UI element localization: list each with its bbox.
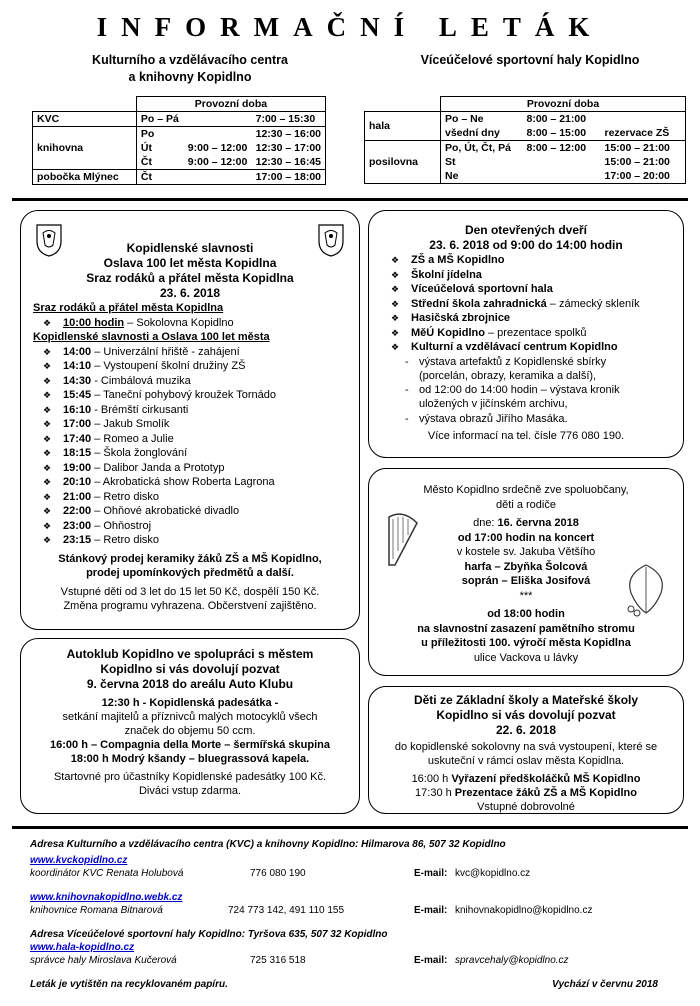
program-item [33, 475, 359, 490]
program-item [33, 359, 359, 374]
open-day-title: Den otevřených dveří [464, 223, 588, 237]
program-text: – Ohňostroj [91, 519, 152, 532]
library-website-link[interactable]: www.knihovnakopidlno.webk.cz [30, 892, 183, 903]
row-day: Čt [136, 155, 183, 170]
program-item [33, 432, 359, 447]
open-day-subitem: uložených v jičínském archivu, [419, 398, 568, 410]
row-t2: 12:30 – 17:00 [252, 141, 326, 155]
open-day-sublist [369, 355, 683, 426]
autoklub-entry: Diváci vstup zdarma. [138, 785, 242, 797]
top-divider [12, 198, 688, 201]
program-time: 14:00 [63, 345, 92, 358]
program-text: – Romeo a Julie [91, 432, 174, 445]
hall-phone: 725 316 518 [250, 955, 306, 966]
program-item [33, 533, 359, 548]
tree-place: ulice Vackova u lávky [473, 651, 579, 664]
program-text: – Vystoupení školní družiny ZŠ [91, 360, 246, 372]
program-time: 15:45 [63, 389, 92, 401]
program-list [33, 345, 359, 548]
autoklub-fee: Startovné pro účastníky Kopidlenské padesátky 100 Kč. [53, 771, 327, 783]
slavnosti-subtitle-2: Sraz rodáků a přátel města Kopidlna [86, 271, 294, 285]
concert-date: 16. června 2018 [497, 517, 579, 529]
row-t2: 17:00 – 18:00 [252, 170, 326, 185]
email-label: E-mail: [414, 868, 448, 879]
row-name: posilovna [365, 141, 441, 184]
coat-of-arms-icon [317, 223, 345, 257]
open-day-place: MěÚ Kopidlno [411, 326, 485, 339]
program-time: 21:00 [63, 490, 92, 503]
hala-day-2: všední dny [445, 127, 500, 139]
open-day-place: Víceúčelová sportovní hala [411, 283, 553, 295]
recycled-note: Leták je vytištěn na recyklovaném papíru. [30, 979, 228, 990]
concert-soprano: soprán – Eliška Josifová [461, 575, 591, 587]
open-day-date: 23. 6. 2018 od 9:00 do 14:00 hodin [429, 238, 623, 252]
hall-contact: správce haly Miroslava Kučerová [30, 955, 177, 966]
section-heading: Kopidlenské slavnosti a Oslava 100 let města [33, 331, 270, 343]
row-t2: 12:30 – 16:45 [252, 155, 326, 170]
slavnosti-date: 23. 6. 2018 [159, 286, 221, 300]
pos-day-1: Po, Út, Čt, Pá [445, 142, 511, 154]
autoklub-title-2: Kopidlno si vás dovolují pozvat [100, 662, 280, 676]
open-day-item [369, 268, 683, 283]
program-time: 18:15 [63, 447, 92, 459]
table-row [33, 112, 326, 127]
email-label: E-mail: [414, 955, 448, 966]
kvc-address: Adresa Kulturního a vzdělávacího centra (KVC) a knihovny Kopidlno: Hilmarova 86, 507 32 Kopidlno [30, 839, 506, 850]
row-name: hala [365, 112, 441, 141]
kvc-heading-line2: a knihovny Kopidlno [128, 70, 252, 84]
open-day-place: ZŠ a MŠ Kopidlno [411, 254, 505, 266]
tree-event: na slavnostní zasazení pamětního stromu [417, 622, 635, 635]
hall-hours-table [364, 96, 686, 184]
separator: *** [519, 589, 533, 602]
row-day: Po – Pá [136, 112, 183, 127]
table-row [365, 141, 686, 184]
library-email[interactable]: knihovnakopidlno@kopidlno.cz [455, 905, 593, 916]
concert-invite-2: děti a rodiče [496, 498, 556, 511]
hall-address: Adresa Víceúčelové sportovní haly Kopidlno: Tyršova 635, 507 32 Kopidlno [30, 929, 388, 940]
hall-website-link[interactable]: www.hala-kopidlno.cz [30, 942, 135, 953]
open-day-subitem: - výstava artefaktů z Kopidlenské sbírky [369, 355, 683, 369]
program-text: - Brémští cirkusanti [91, 403, 189, 416]
row-t1 [184, 127, 252, 142]
program-item [33, 461, 359, 476]
school-box [368, 686, 684, 814]
concert-box [368, 468, 684, 676]
hala-note: rezervace ZŠ [604, 127, 670, 139]
row-day: Po [136, 127, 183, 142]
library-phone: 724 773 142, 491 110 155 [228, 905, 345, 916]
school-date: 22. 6. 2018 [495, 723, 557, 737]
row-t1 [184, 112, 252, 127]
event-1: 12:30 h - Kopidlenská padesátka - [101, 697, 279, 709]
event-1-desc: setkání majitelů a příznivců malých motocyklů všech [62, 711, 318, 723]
kvc-website-link[interactable]: www.kvckopidlno.cz [30, 855, 128, 866]
entry-fee: Vstupné děti od 3 let do 15 let 50 Kč, dospělí 150 Kč. [60, 585, 320, 598]
autoklub-box [20, 638, 360, 814]
concert-place: v kostele sv. Jakuba Většího [456, 546, 596, 558]
kvc-heading-line1: Kulturního a vzdělávacího centra [92, 53, 288, 67]
program-item [33, 388, 359, 403]
open-day-place: Kulturní a vzdělávací centrum Kopidlno [411, 341, 618, 353]
sale-line-2: prodej upomínkových předmětů a další. [86, 566, 294, 579]
kvc-phone: 776 080 190 [250, 868, 306, 879]
open-day-item [369, 282, 683, 297]
program-time: 17:40 [63, 432, 92, 445]
program-text: – Ohňové akrobatické divadlo [91, 505, 240, 517]
autoklub-title-1: Autoklub Kopidlno ve spolupráci s městem [66, 647, 314, 661]
hall-table-header: Provozní doba [441, 97, 686, 112]
program-time: 17:00 [63, 418, 92, 430]
slavnosti-box [20, 210, 360, 630]
program-text: – Dalibor Janda a Prototyp [91, 461, 225, 474]
open-day-info: Více informací na tel. čísle 776 080 190. [427, 429, 625, 442]
school-entry: Vstupné dobrovolné [477, 801, 575, 813]
hala-time-2: 8:00 – 15:00 [526, 127, 587, 139]
open-day-place: Školní jídelna [411, 268, 482, 281]
event-1-desc-2: značek do objemu 50 ccm. [124, 725, 256, 737]
tree-occasion: u příležitosti 100. výročí města Kopidlna [421, 637, 631, 649]
open-day-item [369, 297, 683, 312]
row-name: knihovna [33, 127, 137, 170]
program-item [33, 446, 359, 461]
open-day-desc: – prezentace spolků [484, 326, 587, 339]
kvc-table-header: Provozní doba [136, 97, 325, 112]
school-prog-1: Vyřazení předškoláčků MŠ Kopidlno [451, 773, 641, 785]
hall-heading: Víceúčelové sportovní haly Kopidlno [420, 53, 640, 67]
school-prog-2-time: 17:30 h [415, 787, 455, 799]
row-day: Út [136, 141, 183, 155]
open-day-item [369, 253, 683, 268]
program-item [33, 519, 359, 534]
program-text: – Taneční pohybový kroužek Tornádo [91, 389, 277, 401]
concert-time: od 17:00 hodin na koncert [457, 531, 595, 544]
concert-harp: harfa – Zbyňka Šolcová [464, 560, 588, 573]
pos-time-1b: 15:00 – 21:00 [604, 142, 670, 154]
item-text: – Sokolovna Kopidlno [124, 316, 234, 329]
pos-day-2: St [445, 156, 456, 168]
program-time: 23:15 [63, 534, 92, 546]
program-item [33, 504, 359, 519]
program-item [33, 417, 359, 432]
open-day-subitem: (porcelán, obrazy, keramika a další), [419, 369, 597, 382]
school-desc-1: do kopidlenské sokolovny na svá vystoupení, které se [394, 741, 658, 753]
slavnosti-title: Kopidlenské slavnosti [126, 241, 254, 255]
pos-time-3: 17:00 – 20:00 [604, 170, 670, 182]
school-desc-2: uskuteční v rámci oslav města Kopidlna. [427, 755, 625, 767]
table-row [33, 170, 326, 185]
school-title-1: Děti ze Základní školy a Mateřské školy [413, 693, 639, 707]
pos-time-1: 8:00 – 12:00 [526, 142, 587, 154]
program-text: – Retro disko [91, 490, 160, 503]
school-prog-1-time: 16:00 h [411, 773, 452, 785]
program-time: 14:30 [63, 374, 92, 387]
row-t2: 12:30 – 16:00 [252, 127, 326, 142]
event-2: 16:00 h – Compagnia della Morte – šermířská skupina [50, 739, 330, 751]
program-text: – Škola žonglování [91, 447, 188, 459]
kvc-email[interactable]: kvc@kopidlno.cz [455, 868, 531, 879]
program-note: Změna programu vyhrazena. Občerstvení zajištěno. [63, 599, 317, 612]
linden-leaf-icon [621, 561, 671, 617]
program-time: 23:00 [63, 519, 92, 532]
row-t1 [184, 170, 252, 185]
item-time: 10:00 hodin [63, 316, 125, 329]
hala-time-1: 8:00 – 21:00 [526, 113, 587, 125]
open-day-box [368, 210, 684, 458]
pos-time-2: 15:00 – 21:00 [604, 156, 670, 168]
open-day-place: Střední škola zahradnická [411, 297, 547, 310]
program-item [33, 345, 359, 360]
hall-email[interactable]: spravcehaly@kopidlno.cz [455, 955, 569, 966]
open-day-subitem: - od 12:00 do 14:00 hodin – výstava kronik [369, 383, 683, 397]
open-day-item [369, 311, 683, 326]
concert-invite-1: Město Kopidlno srdečně zve spoluobčany, [423, 484, 629, 496]
kvc-hours-table [32, 96, 326, 185]
list-item [33, 316, 359, 331]
open-day-subitem: - výstava obrazů Jiřího Masáka. [369, 412, 683, 426]
sale-line-1: Stánkový prodej keramiky žáků ZŠ a MŠ Kopidlno, [58, 552, 322, 565]
program-time: 22:00 [63, 505, 92, 517]
tree-time: od 18:00 hodin [487, 608, 565, 620]
bottom-divider [12, 826, 688, 829]
concert-date-label: dne: [473, 517, 498, 529]
program-text: – Jakub Smolík [91, 418, 170, 430]
program-time: 19:00 [63, 461, 92, 474]
open-day-item [369, 340, 683, 355]
event-3: 18:00 h Modrý kšandy – bluegrassová kapela. [70, 753, 310, 765]
table-row [365, 112, 686, 141]
program-item [33, 490, 359, 505]
hala-day-1: Po – Ne [445, 113, 484, 125]
school-prog-2: Prezentace žáků ZŠ a MŠ Kopidlno [454, 787, 637, 799]
coat-of-arms-icon [35, 223, 63, 257]
page-title: INFORMAČNÍ LETÁK [96, 12, 604, 42]
issue-date: Vychází v červnu 2018 [552, 979, 658, 990]
row-t1: 9:00 – 12:00 [184, 155, 252, 170]
open-day-place: Hasičská zbrojnice [411, 312, 511, 324]
row-t2: 7:00 – 15:30 [252, 112, 326, 127]
row-day: Čt [136, 170, 183, 185]
row-name: KVC [33, 112, 137, 127]
program-item [33, 374, 359, 389]
harp-icon [383, 509, 423, 569]
autoklub-date: 9. června 2018 do areálu Auto Klubu [86, 677, 294, 691]
program-time: 14:10 [63, 360, 92, 372]
table-row [33, 127, 326, 142]
program-item [33, 403, 359, 418]
section-heading: Sraz rodáků a přátel města Kopidlna [33, 302, 224, 314]
program-text: – Akrobatická show Roberta Lagrona [91, 476, 275, 488]
school-title-2: Kopidlno si vás dovolují pozvat [436, 708, 616, 722]
row-t1: 9:00 – 12:00 [187, 142, 248, 154]
open-day-desc: – zámecký skleník [546, 297, 640, 310]
program-time: 16:10 [63, 403, 92, 416]
open-day-item [369, 326, 683, 341]
program-text: – Univerzální hřiště - zahájení [91, 345, 240, 358]
program-text: – Retro disko [91, 534, 160, 546]
row-name: pobočka Mlýnec [33, 170, 137, 185]
program-time: 20:10 [63, 476, 92, 488]
open-day-list [369, 253, 683, 355]
pos-day-3: Ne [445, 170, 459, 182]
kvc-contact: koordinátor KVC Renata Holubová [30, 868, 184, 879]
kvc-heading [40, 52, 340, 86]
program-text: - Cimbálová muzika [91, 374, 191, 387]
library-contact: knihovnice Romana Bitnarová [30, 905, 163, 916]
email-label: E-mail: [414, 905, 448, 916]
slavnosti-subtitle-1: Oslava 100 let města Kopidlna [103, 256, 277, 270]
